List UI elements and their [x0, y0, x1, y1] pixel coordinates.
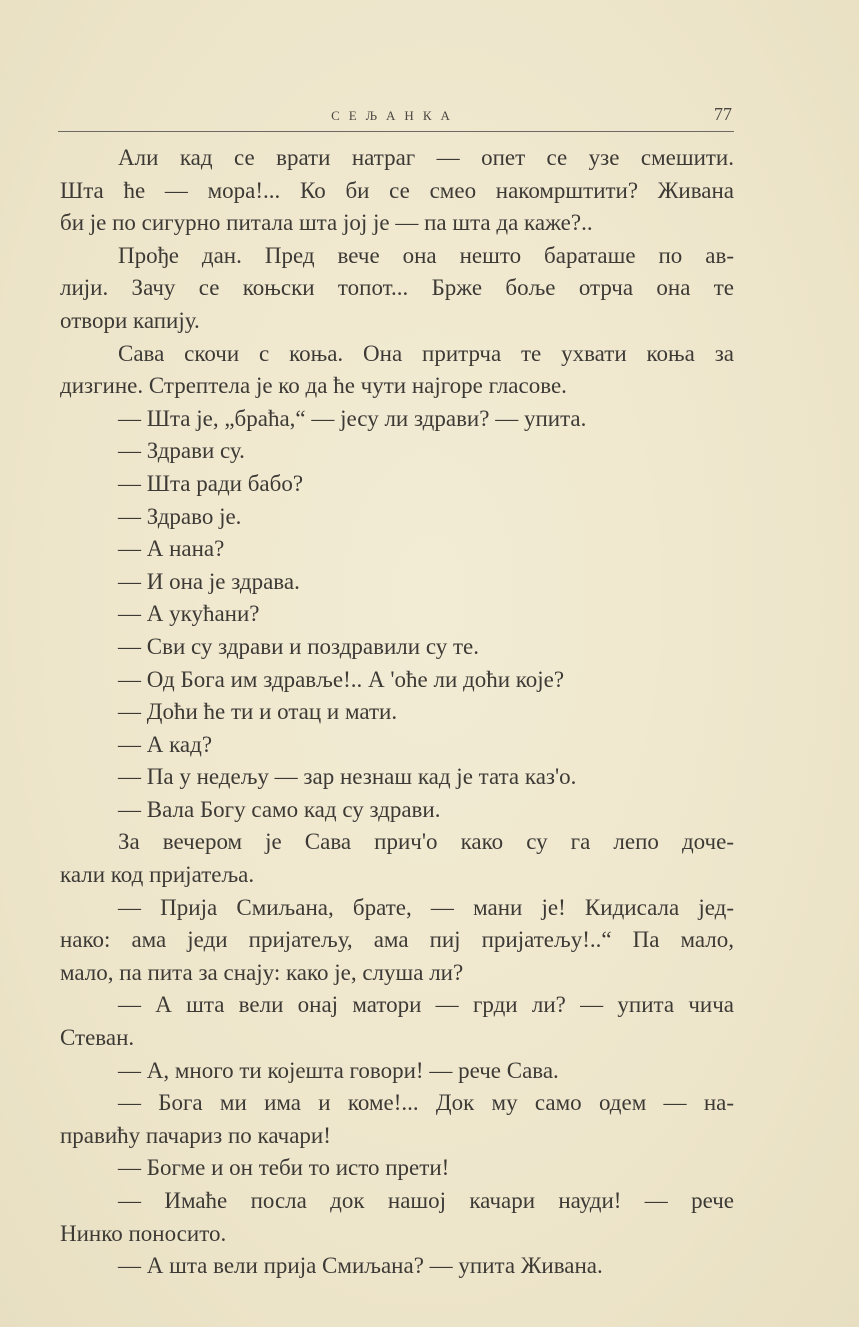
text-line: лији. Зачу се коњски топот... Брже боље отрча она те — [60, 275, 734, 301]
text-line: Шта ће — мора!... Ко би се смео накомрштити? Живана — [60, 177, 734, 203]
text-line: За вечером је Сава прич'о како су га лепо доче- — [118, 829, 734, 855]
text-line: отвори капију. — [60, 307, 200, 333]
text-line: Али кад се врати натраг — опет се узе смешити. — [118, 145, 734, 170]
text-line: — Бога ми има и коме!... Док му само одем — на- — [118, 1090, 734, 1116]
text-line: мало, па пита за снају: како је, слуша ли? — [60, 959, 464, 985]
body-text — [60, 142, 734, 1283]
text-line: нако: ама једи пријатељу, ама пиј пријатељу!..“ Па мало, — [60, 927, 734, 953]
running-title: СЕЉАНКА — [331, 108, 459, 123]
text-line: — Богме и он теби то исто прети! — [118, 1155, 450, 1181]
text-line: Стеван. — [60, 1025, 135, 1051]
text-line: дизгине. Стрептела је ко да ће чути најгоре гласове. — [60, 373, 567, 399]
text-line: Сава скочи с коња. Она притрча те ухвати коња за — [118, 340, 734, 366]
text-line: — А нана? — [118, 536, 225, 562]
text-line: — Здраво је. — [118, 503, 242, 529]
text-line: — Имаће посла док нашој качари науди! — рече — [118, 1188, 734, 1213]
text-line: — Вала Богу само кад су здрави. — [118, 796, 441, 822]
text-line: — А, много ти којешта говори! — рече Сава. — [118, 1057, 559, 1083]
header-rule — [58, 131, 734, 132]
text-line: — Доћи ће ти и отац и мати. — [118, 699, 398, 725]
text-line: правићу пачариз по качари! — [60, 1122, 331, 1148]
page-header — [58, 104, 732, 134]
text-line: — Сви су здрави и поздравили су те. — [118, 633, 479, 659]
text-line: — Од Бога им здравље!.. А 'оће ли доћи које? — [118, 666, 565, 692]
page-number: 77 — [714, 104, 732, 124]
text-line: Прође дан. Пред вече она нешто бараташе по ав- — [118, 242, 734, 268]
text-line: кали код пријатеља. — [60, 862, 255, 888]
text-line: — Шта је, „браћа,“ — јесу ли здрави? — упита. — [118, 405, 587, 431]
text-line: — Па у недељу — зар незнаш кад је тата каз'о. — [118, 764, 577, 790]
text-line: — Здрави су. — [118, 438, 245, 464]
text-line: — А шта вели прија Смиљана? — упита Живана. — [118, 1253, 603, 1279]
text-line: — И она је здрава. — [118, 568, 300, 594]
text-line: — А кад? — [118, 731, 213, 757]
text-line: — А укућани? — [118, 601, 260, 627]
text-line: — Прија Смиљана, брате, — мани је! Кидисала јед- — [118, 894, 734, 920]
text-line: Нинко поносито. — [60, 1220, 227, 1246]
text-line: би је по сигурно питала шта јој је — па шта да каже?.. — [60, 210, 593, 236]
text-line: — Шта ради бабо? — [118, 470, 304, 496]
text-line: — А шта вели онај матори — грди ли? — упита чича — [118, 992, 734, 1018]
